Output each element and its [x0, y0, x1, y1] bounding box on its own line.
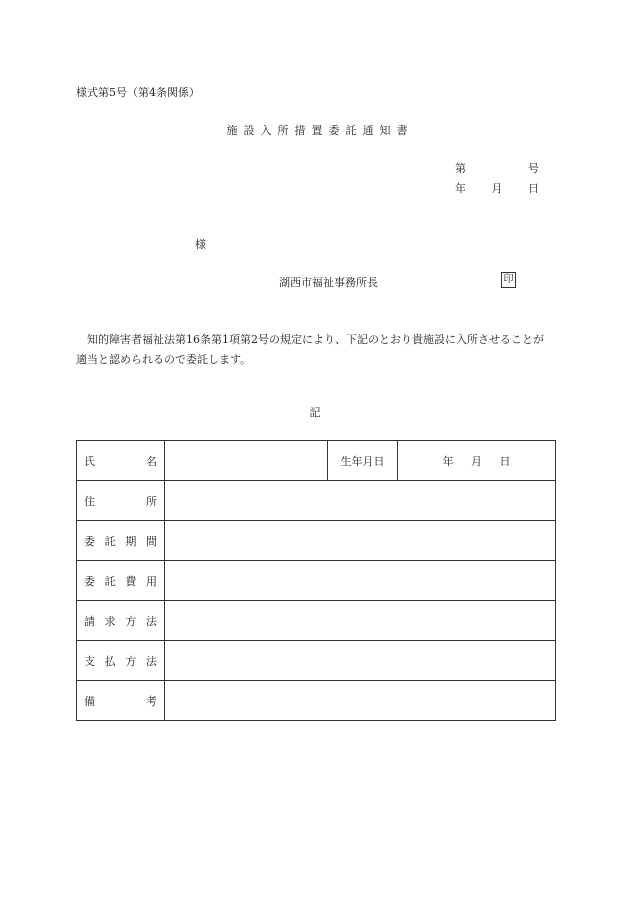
document-title: 施設入所措置委託通知書 [226, 124, 414, 137]
name-field[interactable] [165, 441, 328, 481]
form-number-label: 様式第5号（第4条関係） [76, 86, 200, 99]
cost-field[interactable] [165, 561, 556, 601]
record-table [76, 440, 556, 721]
body-paragraph: 知的障害者福祉法第16条第1項第2号の規定により、下記のとおり貴施設に入所させることが適当と認められるので委託します。 [76, 333, 544, 366]
birthdate-label: 生年月日 [328, 441, 398, 481]
table-row [77, 601, 556, 641]
table-row [77, 641, 556, 681]
document-number [455, 160, 539, 176]
table-row [77, 481, 556, 521]
issue-month-label: 月 [491, 182, 503, 195]
addressee-honorific: 様 [195, 238, 206, 251]
row-label-cost: 委 託 費 用 [77, 561, 165, 601]
row-label-payment: 支 払 方 法 [77, 641, 165, 681]
remarks-field[interactable] [165, 681, 556, 721]
birthdate-field[interactable]: 年 月 日 [398, 441, 556, 481]
row-label-name: 氏 名 [77, 441, 165, 481]
row-label-billing: 請 求 方 法 [77, 601, 165, 641]
period-field[interactable] [165, 521, 556, 561]
table-row [77, 521, 556, 561]
table-row [77, 561, 556, 601]
number-prefix: 第 [455, 162, 466, 175]
issue-day-label: 日 [528, 182, 539, 195]
issue-date [455, 180, 539, 196]
table-row [77, 441, 556, 481]
seal-mark: 印 [501, 272, 516, 288]
issuer-name: 湖西市福祉事務所長 [279, 276, 378, 289]
billing-field[interactable] [165, 601, 556, 641]
table-row [77, 681, 556, 721]
number-suffix: 号 [528, 162, 539, 175]
row-label-address: 住 所 [77, 481, 165, 521]
row-label-remarks: 備 考 [77, 681, 165, 721]
issue-year-label: 年 [455, 182, 466, 195]
address-field[interactable] [165, 481, 556, 521]
payment-field[interactable] [165, 641, 556, 681]
row-label-period: 委 託 期 間 [77, 521, 165, 561]
ki-heading: 記 [309, 406, 321, 419]
